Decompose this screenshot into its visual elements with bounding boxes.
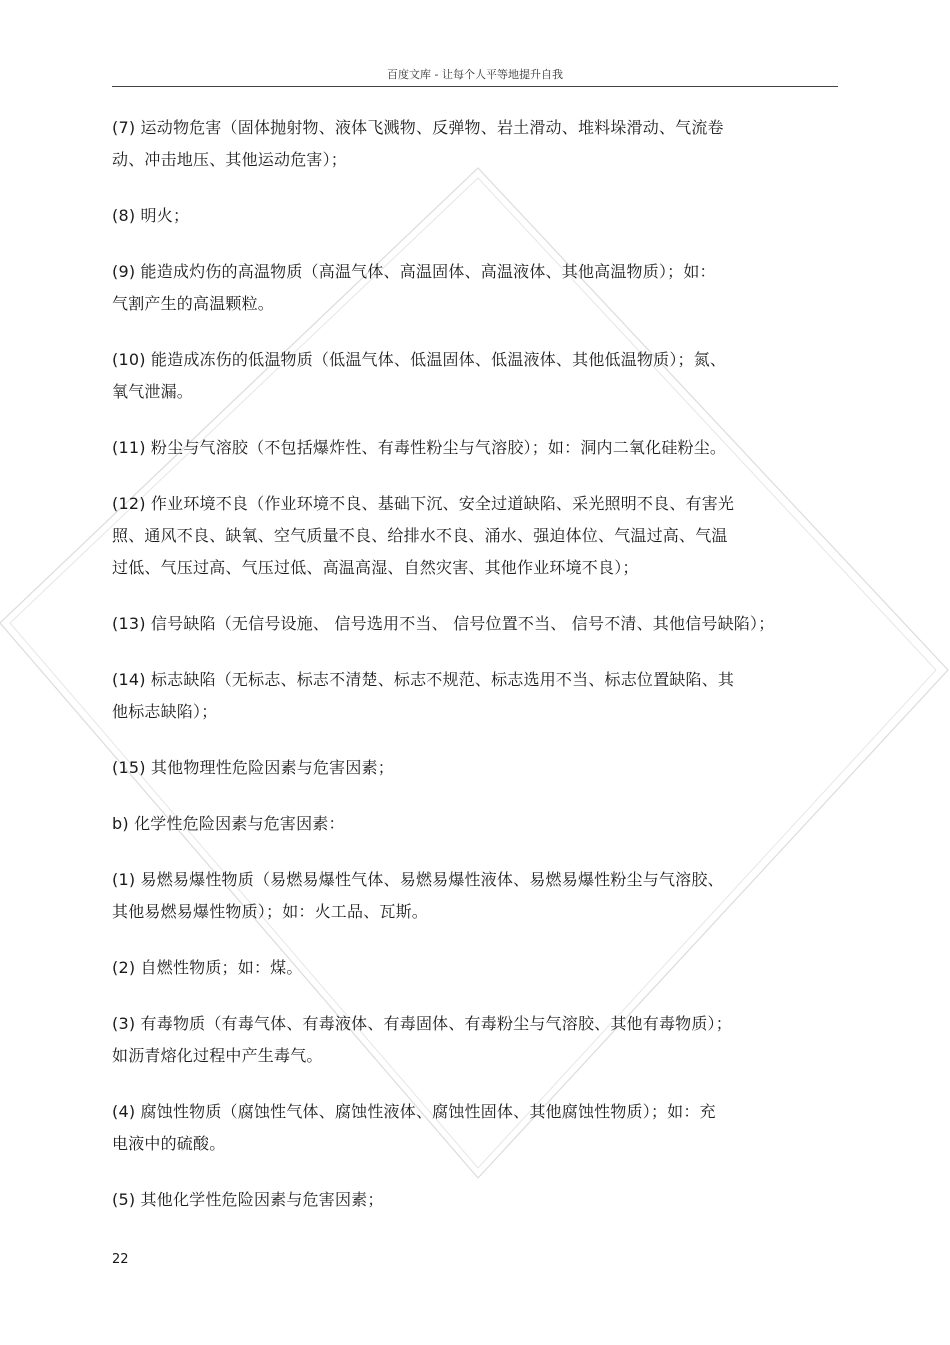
- section-heading: b) 化学性危险因素与危害因素：: [112, 814, 345, 833]
- paragraph: (11) 粉尘与气溶胶（不包括爆炸性、有毒性粉尘与气溶胶）；如：洞内二氧化硅粉尘。: [112, 438, 727, 457]
- paragraph: (2) 自燃性物质；如：煤。: [112, 958, 303, 977]
- paragraph: (3) 有毒物质（有毒气体、有毒液体、有毒固体、有毒粉尘与气溶胶、其他有毒物质）； 如沥青熔化过程中产生毒气。: [112, 1014, 732, 1065]
- paragraph: (7) 运动物危害（固体抛射物、液体飞溅物、反弹物、岩土滑动、堆料垛滑动、气流卷 动、冲击地压、其他运动危害）；: [112, 118, 724, 169]
- paragraph: (8) 明火；: [112, 206, 190, 225]
- paragraph: (4) 腐蚀性物质（腐蚀性气体、腐蚀性液体、腐蚀性固体、其他腐蚀性物质）；如：充 电液中的硫酸。: [112, 1102, 716, 1153]
- paragraph: (9) 能造成灼伤的高温物质（高温气体、高温固体、高温液体、其他高温物质）；如： 气割产生的高温颗粒。: [112, 262, 716, 313]
- paragraph: (13) 信号缺陷（无信号设施、 信号选用不当、 信号位置不当、 信号不清、其他信号缺陷）；: [112, 614, 775, 633]
- page-header: 百度文库 - 让每个人平等地提升自我: [112, 64, 838, 87]
- paragraph: (14) 标志缺陷（无标志、标志不清楚、标志不规范、标志选用不当、标志位置缺陷、其 他标志缺陷）；: [112, 670, 735, 721]
- paragraph: (12) 作业环境不良（作业环境不良、基础下沉、安全过道缺陷、采光照明不良、有害光 照、通风不良、缺氧、空气质量不良、给排水不良、涌水、强迫体位、气温过高、气温 过低、气压过高、气压过低、高温高湿、自然灾害、其他作业环境不良）；: [112, 494, 735, 577]
- paragraph: (1) 易燃易爆性物质（易燃易爆性气体、易燃易爆性液体、易燃易爆性粉尘与气溶胶、 其他易燃易爆性物质）；如：火工品、瓦斯。: [112, 870, 724, 921]
- paragraph: (15) 其他物理性危险因素与危害因素；: [112, 758, 394, 777]
- paragraph: (5) 其他化学性危险因素与危害因素；: [112, 1190, 384, 1209]
- page-number: 22: [112, 1252, 129, 1267]
- document-body: [112, 112, 842, 1240]
- paragraph: (10) 能造成冻伤的低温物质（低温气体、低温固体、低温液体、其他低温物质）；氮、 氧气泄漏。: [112, 350, 727, 401]
